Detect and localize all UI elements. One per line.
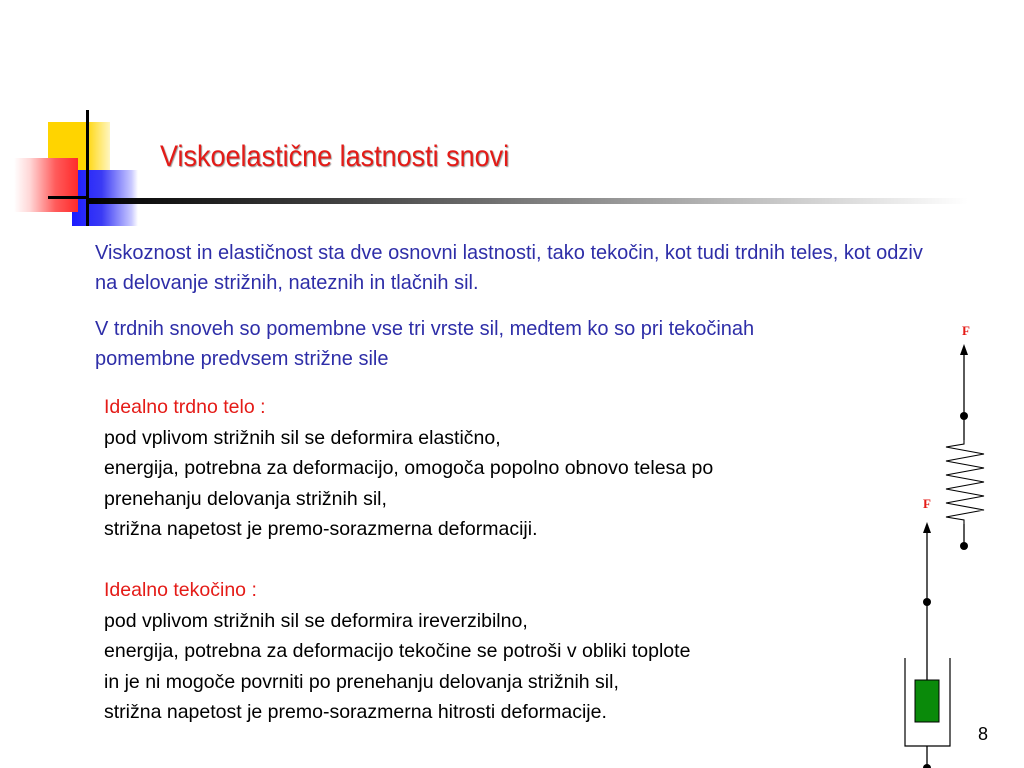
ideal-solid-block [104, 392, 924, 545]
dashpot-piston [915, 680, 939, 722]
corner-red-square [14, 158, 78, 212]
ideal-fluid-line: in je ni mogoče povrniti po prenehanju delovanja strižnih sil, [104, 670, 619, 693]
spring-top-node [960, 412, 968, 420]
spring-arrowhead [960, 344, 968, 355]
spring-force-label: F [962, 323, 970, 338]
dashpot-arrowhead [923, 522, 931, 533]
dashpot-bottom-node [923, 764, 931, 768]
ideal-solid-line: pod vplivom strižnih sil se deformira elastično, [104, 426, 501, 449]
spring-diagram [946, 323, 984, 550]
ideal-fluid-line: strižna napetost je premo-sorazmerna hitrosti deformacije. [104, 701, 607, 723]
ideal-solid-heading: Idealno trdno telo : [104, 396, 266, 418]
spring-coil [946, 440, 984, 524]
dashpot-top-node [923, 598, 931, 606]
corner-horizontal-line [48, 196, 88, 199]
intro-paragraph-2: V trdnih snoveh so pomembne vse tri vrste sil, medtem ko so pri tekočinah pomembne predvsem strižne sile [95, 318, 755, 370]
ideal-solid-line: strižna napetost je premo-sorazmerna deformaciji. [104, 518, 538, 540]
dashpot-force-label: F [923, 496, 931, 511]
slide-title: Viskoelastične lastnosti snovi [160, 140, 510, 173]
ideal-solid-line: energija, potrebna za deformacijo, omogoča popolno obnovo telesa po [104, 457, 714, 479]
rheology-diagram [880, 310, 1020, 768]
dashpot-diagram [905, 496, 950, 768]
corner-vertical-line [86, 110, 89, 226]
ideal-fluid-line: pod vplivom strižnih sil se deformira ireverzibilno, [104, 609, 528, 632]
ideal-solid-line: prenehanju delovanja strižnih sil, [104, 487, 387, 510]
ideal-fluid-heading: Idealno tekočino : [104, 579, 257, 601]
spring-bottom-node [960, 542, 968, 550]
page-number: 8 [978, 724, 989, 744]
title-underline-rule [88, 198, 968, 204]
intro-paragraph-1: Viskoznost in elastičnost sta dve osnovni lastnosti, tako tekočin, kot tudi trdnih teles, kot odziv na delovanje strižnih, nateznih in tlačnih sil. [95, 242, 923, 294]
ideal-fluid-block [104, 575, 924, 728]
corner-decoration [0, 100, 160, 230]
ideal-fluid-line: energija, potrebna za deformacijo tekočine se potroši v obliki toplote [104, 640, 691, 662]
